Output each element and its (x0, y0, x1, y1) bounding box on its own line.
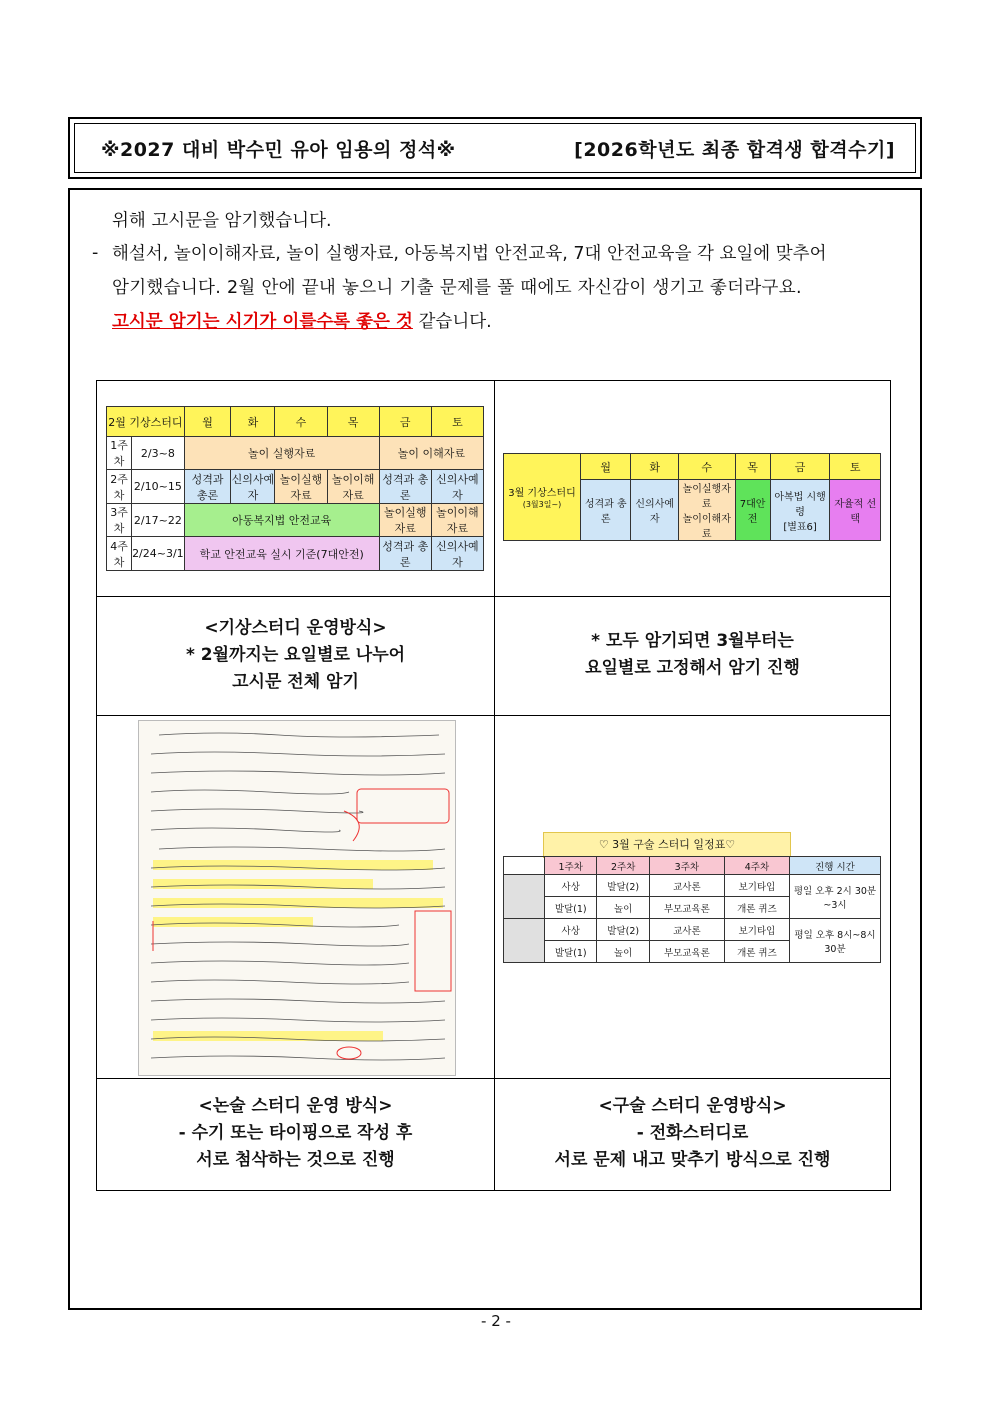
document-header (68, 117, 922, 179)
schedule-cell: 보기타입 (724, 919, 789, 941)
week-cell: 2주차 (107, 470, 132, 504)
handwriting-strokes (139, 721, 455, 1075)
caption-title: <기상스터디 운영방식> (204, 618, 387, 638)
week-header: 4주차 (724, 857, 789, 875)
schedule-cell: 발달(1) (545, 897, 597, 919)
schedule-cell: 보기타입 (724, 875, 789, 897)
oral-table-title: ♡ 3월 구술 스터디 일정표♡ (543, 832, 791, 858)
table-title (504, 454, 581, 541)
day-header: 수 (678, 454, 735, 480)
schedule-cell (770, 480, 830, 541)
cell-line: 놀이이해자료 (682, 514, 731, 540)
schedule-cell: 놀이이해자료 (327, 470, 379, 504)
header-left-title: ※2027 대비 박수민 유아 임용의 정석※ (101, 138, 456, 161)
grid-divider-vertical (494, 381, 495, 1190)
body-line-4-rest: 같습니다. (412, 312, 492, 332)
table-title-text: 3월 기상스터디 (508, 488, 576, 499)
week-header: 2주차 (597, 857, 649, 875)
date-cell: 2/10~15 (132, 470, 185, 504)
day-header: 목 (327, 407, 379, 437)
caption-line: * 2월까지는 요일별로 나누어 (185, 645, 406, 665)
schedule-cell: 신의사예자 (631, 480, 678, 541)
table-subtitle: (3월3일~) (522, 500, 562, 509)
schedule-cell: 놀이 (597, 941, 649, 963)
schedule-cell: 성격과 총론 (184, 470, 231, 504)
schedule-cell: 사상 (545, 919, 597, 941)
schedule-cell: 부모교육론 (649, 897, 724, 919)
week-header: 1주차 (545, 857, 597, 875)
header-inner-frame (74, 123, 916, 173)
highlight-text: 고시문 암기는 시기가 이를수록 좋은 것 (112, 312, 413, 332)
caption-march-fixed (494, 628, 891, 682)
oral-study-schedule-image (503, 832, 881, 962)
schedule-cell: 놀이실행자료 (379, 504, 431, 537)
time-cell: 평일 오후 8시~8시 30분 (790, 919, 881, 963)
caption-essay-study (97, 1093, 494, 1174)
cell-line: [별표6] (783, 521, 817, 533)
caption-line: 고시문 전체 암기 (232, 672, 359, 692)
blurred-name-cell (504, 919, 545, 963)
day-header: 토 (830, 454, 881, 480)
schedule-cell: 발달(2) (597, 919, 649, 941)
schedule-cell: 놀이실행자료 (275, 470, 327, 504)
schedule-cell: 자율적 선택 (830, 480, 881, 541)
caption-line: - 수기 또는 타이핑으로 작성 후 (178, 1123, 413, 1143)
schedule-cell: 개론 퀴즈 (724, 897, 789, 919)
schedule-cell: 신의사예자 (231, 470, 275, 504)
schedule-cell: 성격과 총론 (581, 480, 631, 541)
caption-title: <구술 스터디 운영방식> (598, 1096, 787, 1116)
schedule-cell: 놀이 이해자료 (379, 437, 483, 470)
day-header: 월 (581, 454, 631, 480)
day-header: 화 (231, 407, 275, 437)
grid-divider-1 (97, 596, 890, 597)
week-header: 3주차 (649, 857, 724, 875)
day-header: 금 (379, 407, 431, 437)
schedule-cell: 사상 (545, 875, 597, 897)
date-cell: 2/3~8 (132, 437, 185, 470)
cell-line: 아복법 시행령 (774, 491, 826, 518)
oral-study-table (503, 856, 881, 963)
day-header: 월 (184, 407, 231, 437)
schedule-cell: 학교 안전교육 실시 기준(7대안전) (184, 537, 379, 571)
schedule-cell: 7대안전 (735, 480, 770, 541)
body-line-4 (112, 311, 492, 333)
caption-title: <논술 스터디 운영 방식> (198, 1096, 393, 1116)
caption-oral-study (494, 1093, 891, 1174)
header-right-title: [2026학년도 최종 합격생 합격수기] (574, 138, 895, 161)
day-header: 목 (735, 454, 770, 480)
schedule-cell: 성격과 총론 (379, 470, 431, 504)
time-header: 진행 시간 (790, 857, 881, 875)
handwritten-essay-image (138, 720, 456, 1076)
caption-line: 서로 첨삭하는 것으로 진행 (196, 1150, 395, 1170)
blank-cell (504, 857, 545, 875)
mar-study-table (503, 453, 881, 541)
schedule-cell: 아동복지법 안전교육 (184, 504, 379, 537)
day-header: 화 (631, 454, 678, 480)
schedule-cell: 발달(2) (597, 875, 649, 897)
schedule-cell: 발달(1) (545, 941, 597, 963)
schedule-cell: 부모교육론 (649, 941, 724, 963)
page-number: - 2 - (481, 1312, 511, 1330)
body-line-1: 위해 고시문을 암기했습니다. (112, 211, 332, 231)
day-header: 수 (275, 407, 327, 437)
blurred-name-cell (504, 875, 545, 919)
schedule-cell: 교사론 (649, 919, 724, 941)
schedule-cell: 개론 퀴즈 (724, 941, 789, 963)
grid-divider-2 (97, 715, 890, 716)
week-cell: 1주차 (107, 437, 132, 470)
schedule-cell: 신의사예자 (431, 470, 483, 504)
caption-morning-study (97, 615, 494, 696)
feb-study-table (106, 406, 484, 571)
schedule-cell: 성격과 총론 (379, 537, 431, 571)
caption-line: 서로 문제 내고 맞추기 방식으로 진행 (554, 1150, 831, 1170)
date-cell: 2/17~22 (132, 504, 185, 537)
caption-line: * 모두 암기되면 3월부터는 (591, 631, 794, 651)
caption-line: - 전화스터디로 (636, 1123, 749, 1143)
week-cell: 4주차 (107, 537, 132, 571)
schedule-cell: 신의사예자 (431, 537, 483, 571)
schedule-cell: 놀이 (597, 897, 649, 919)
cell-line: 놀이실행자료 (682, 484, 731, 510)
day-header: 금 (770, 454, 830, 480)
table-title: 2월 기상스터디 (107, 407, 185, 437)
date-cell: 2/24~3/1 (132, 537, 185, 571)
schedule-cell: 놀이 실행자료 (184, 437, 379, 470)
grid-divider-3 (97, 1078, 890, 1079)
body-line-3: 암기했습니다. 2월 안에 끝내 놓으니 기출 문제를 풀 때에도 자신감이 생기고 좋더라구요. (112, 278, 802, 298)
day-header: 토 (431, 407, 483, 437)
bullet-dash: - (92, 243, 99, 263)
schedule-cell (678, 480, 735, 541)
body-line-2: 해설서, 놀이이해자료, 놀이 실행자료, 아동복지법 안전교육, 7대 안전교육을 각 요일에 맞추어 (112, 244, 827, 264)
schedule-cell: 교사론 (649, 875, 724, 897)
caption-line: 요일별로 고정해서 암기 진행 (585, 658, 800, 678)
week-cell: 3주차 (107, 504, 132, 537)
schedule-cell: 놀이이해자료 (431, 504, 483, 537)
time-cell: 평일 오후 2시 30분~3시 (790, 875, 881, 919)
